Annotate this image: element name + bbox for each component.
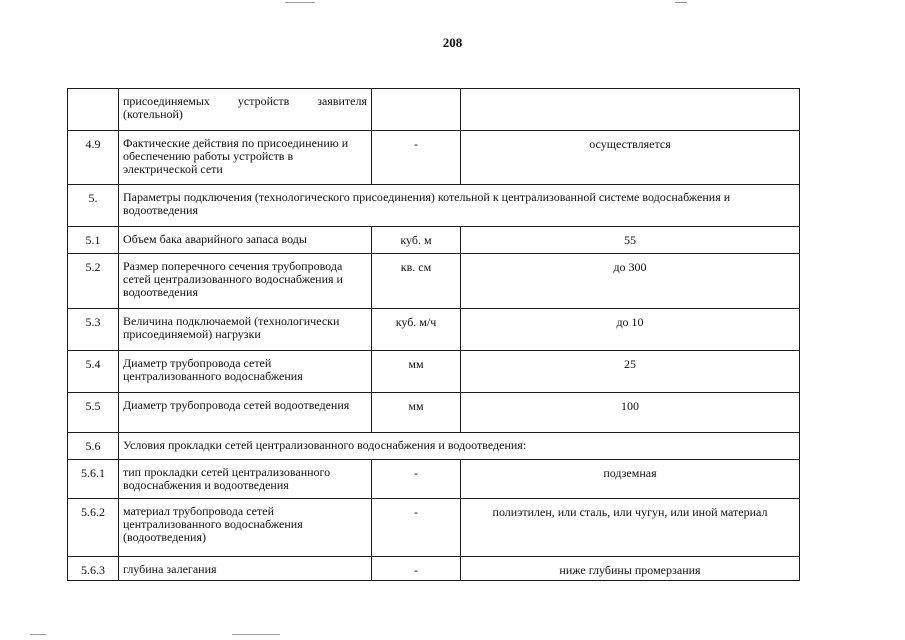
row-name: глубина залегания xyxy=(119,557,372,581)
table-row xyxy=(68,557,800,581)
row-value: 25 xyxy=(461,351,800,393)
table-row xyxy=(68,89,800,131)
row-name: Диаметр трубопровода сетей централизованного водоснабжения xyxy=(119,351,372,393)
table-row xyxy=(68,460,800,499)
table-row xyxy=(68,499,800,557)
table-row xyxy=(68,254,800,309)
row-name: тип прокладки сетей централизованного водоснабжения и водоотведения xyxy=(119,460,372,499)
row-name-word: устройств xyxy=(237,94,290,108)
row-name: Фактические действия по присоединению и обеспечению работы устройств в электрической сети xyxy=(119,131,372,185)
row-number: 5.3 xyxy=(68,309,119,351)
row-value: 55 xyxy=(461,227,800,254)
row-value: до 300 xyxy=(461,254,800,309)
section-row xyxy=(68,185,800,227)
row-unit: кв. см xyxy=(372,254,461,309)
row-unit: мм xyxy=(372,393,461,433)
table-row xyxy=(68,393,800,433)
row-unit: мм xyxy=(372,351,461,393)
row-value xyxy=(461,89,800,131)
row-name-word: присоединяемых xyxy=(123,94,210,108)
row-unit: - xyxy=(372,557,461,581)
section-title: Условия прокладки сетей централизованного водоснабжения и водоотведения: xyxy=(119,433,800,460)
row-unit: куб. м xyxy=(372,227,461,254)
page-number: 208 xyxy=(442,35,463,50)
section-number: 5.6 xyxy=(68,433,119,460)
scan-edge-mark xyxy=(285,2,315,3)
row-name xyxy=(119,89,372,131)
row-number: 5.5 xyxy=(68,393,119,433)
section-number: 5. xyxy=(68,185,119,227)
row-value: 100 xyxy=(461,393,800,433)
row-value: подземная xyxy=(461,460,800,499)
row-number: 5.6.3 xyxy=(68,557,119,581)
row-unit: куб. м/ч xyxy=(372,309,461,351)
row-name: Диаметр трубопровода сетей водоотведения xyxy=(119,393,372,433)
row-number xyxy=(68,89,119,131)
row-value: полиэтилен, или сталь, или чугун, или иной материал xyxy=(461,499,800,557)
row-name: материал трубопровода сетей централизованного водоснабжения (водоотведения) xyxy=(119,499,372,557)
row-value: осуществляется xyxy=(461,131,800,185)
row-unit xyxy=(372,89,461,131)
row-name-continuation: (котельной) xyxy=(123,107,183,121)
scan-edge-mark xyxy=(232,634,280,635)
row-name: Размер поперечного сечения трубопровода сетей централизованного водоснабжения и водоотведения xyxy=(119,254,372,309)
row-number: 5.1 xyxy=(68,227,119,254)
table-row xyxy=(68,351,800,393)
scan-edge-mark xyxy=(30,634,46,635)
row-number: 5.4 xyxy=(68,351,119,393)
parameters-table xyxy=(67,88,800,581)
row-value: до 10 xyxy=(461,309,800,351)
row-number: 5.2 xyxy=(68,254,119,309)
table-row xyxy=(68,131,800,185)
row-unit: - xyxy=(372,131,461,185)
row-number: 4.9 xyxy=(68,131,119,185)
row-unit: - xyxy=(372,460,461,499)
row-name: Объем бака аварийного запаса воды xyxy=(119,227,372,254)
row-value: ниже глубины промерзания xyxy=(461,557,800,581)
row-name-word: заявителя xyxy=(317,94,367,108)
section-title: Параметры подключения (технологического присоединения) котельной к централизованной системе водоснабжения и водоотведения xyxy=(119,185,800,227)
section-row xyxy=(68,433,800,460)
row-unit: - xyxy=(372,499,461,557)
table-row xyxy=(68,227,800,254)
table-row xyxy=(68,309,800,351)
scan-edge-mark xyxy=(675,2,687,3)
row-number: 5.6.1 xyxy=(68,460,119,499)
row-number: 5.6.2 xyxy=(68,499,119,557)
row-name: Величина подключаемой (технологически присоединяемой) нагрузки xyxy=(119,309,372,351)
